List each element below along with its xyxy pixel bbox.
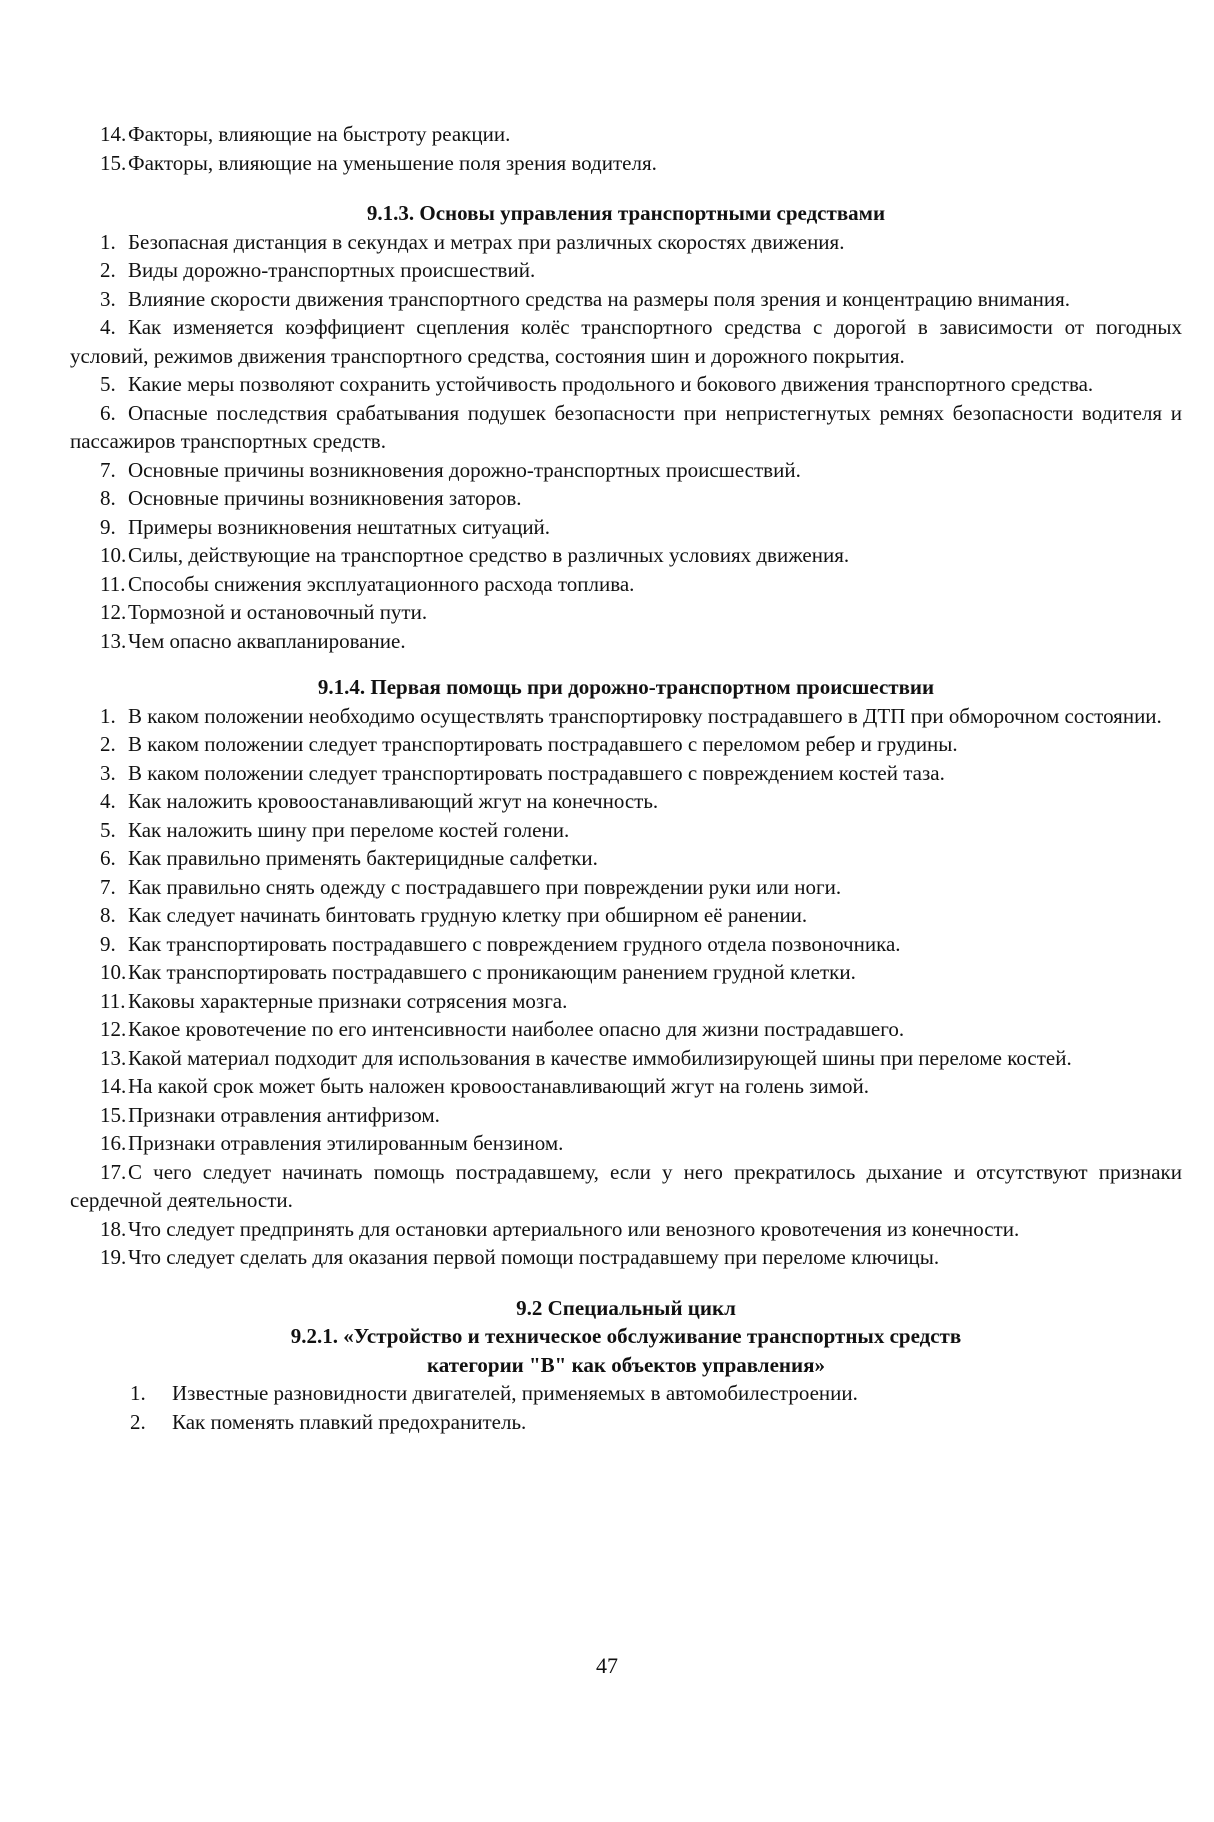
item-number: 10. <box>100 960 127 984</box>
list-item <box>70 285 1182 314</box>
list-item <box>70 816 1182 845</box>
list-item <box>70 256 1182 285</box>
item-number: 13. <box>100 1045 127 1070</box>
item-text: Как изменяется коэффициент сцепления колёс транспортного средства с дорогой в зависимости от погодных условий, режимов движения транспортного средства, состояния шин и дорожного покрытия. <box>70 315 1182 368</box>
item-number: 5. <box>100 372 116 396</box>
section-921-list <box>70 1379 1182 1436</box>
list-item <box>70 930 1182 959</box>
section-914-list <box>70 702 1182 1272</box>
list-item <box>70 598 1182 627</box>
list-item <box>70 958 1182 987</box>
item-number: 13. <box>100 628 127 653</box>
item-number: 7. <box>100 457 116 482</box>
list-item <box>70 484 1182 513</box>
item-number: 4. <box>100 789 116 813</box>
item-text: Безопасная дистанция в секундах и метрах при различных скоростях движения. <box>128 229 845 254</box>
item-text: В каком положении следует транспортировать пострадавшего с переломом ребер и грудины. <box>128 732 958 756</box>
list-item <box>70 901 1182 930</box>
item-number: 16. <box>100 1131 127 1155</box>
list-item <box>70 228 1182 257</box>
item-number: 1. <box>100 703 116 728</box>
list-item <box>70 1243 1182 1272</box>
list-item <box>70 1379 1182 1408</box>
item-text: Как правильно применять бактерицидные салфетки. <box>128 846 598 870</box>
list-item <box>70 456 1182 485</box>
list-item <box>70 987 1182 1016</box>
list-item <box>70 1044 1182 1073</box>
list-item <box>70 313 1182 370</box>
section-subheading-921-line2: категории "В" как объектов управления» <box>427 1352 825 1377</box>
item-text: Каковы характерные признаки сотрясения мозга. <box>128 988 568 1013</box>
section-913-list <box>70 228 1182 656</box>
item-number: 15. <box>100 150 127 175</box>
list-item <box>70 370 1182 399</box>
list-item <box>70 844 1182 873</box>
item-number: 2. <box>100 258 116 282</box>
item-text: Влияние скорости движения транспортного средства на размеры поля зрения и концентрацию внимания. <box>128 286 1070 311</box>
page-content <box>70 120 1182 1436</box>
list-item <box>70 1015 1182 1044</box>
item-number: 1. <box>100 229 116 254</box>
list-item <box>70 627 1182 656</box>
item-number: 12. <box>100 600 127 624</box>
item-text: Факторы, влияющие на уменьшение поля зрения водителя. <box>128 150 657 175</box>
list-item <box>70 730 1182 759</box>
item-text: Как транспортировать пострадавшего с повреждением грудного отдела позвоночника. <box>128 931 901 956</box>
item-text: Способы снижения эксплуатационного расхода топлива. <box>128 571 635 596</box>
item-text: В каком положении необходимо осуществлять транспортировку пострадавшего в ДТП при обморочном состоянии. <box>128 703 1162 728</box>
page-number: 47 <box>596 1653 618 1678</box>
list-item <box>70 787 1182 816</box>
item-text: В каком положении следует транспортировать пострадавшего с повреждением костей таза. <box>128 760 945 785</box>
item-number: 4. <box>100 315 116 339</box>
item-number: 2. <box>100 732 116 756</box>
item-number: 12. <box>100 1017 127 1041</box>
item-text: Факторы, влияющие на быстроту реакции. <box>128 122 511 146</box>
item-number: 14. <box>100 1074 127 1098</box>
item-number: 11. <box>100 988 126 1013</box>
item-text: Тормозной и остановочный пути. <box>128 600 428 624</box>
top-list <box>70 120 1182 177</box>
item-number: 6. <box>100 846 116 870</box>
item-number: 9. <box>100 514 116 539</box>
item-text: Основные причины возникновения заторов. <box>128 486 522 510</box>
item-text: Признаки отравления антифризом. <box>128 1102 440 1127</box>
item-text: На какой срок может быть наложен кровоостанавливающий жгут на голень зимой. <box>128 1074 870 1098</box>
item-text: Что следует предпринять для остановки артериального или венозного кровотечения из конечности. <box>128 1216 1020 1241</box>
list-item <box>70 873 1182 902</box>
list-item <box>70 541 1182 570</box>
item-text: Основные причины возникновения дорожно-транспортных происшествий. <box>128 457 801 482</box>
item-text: Силы, действующие на транспортное средство в различных условиях движения. <box>128 543 850 567</box>
list-item <box>70 1408 1182 1437</box>
item-text: Известные разновидности двигателей, применяемых в автомобилестроении. <box>172 1381 858 1405</box>
item-text: Как наложить кровоостанавливающий жгут на конечность. <box>128 789 659 813</box>
list-item <box>70 1101 1182 1130</box>
item-number: 3. <box>100 760 116 785</box>
item-text: С чего следует начинать помощь пострадавшему, если у него прекратилось дыхание и отсутствуют признаки сердечной деятельности. <box>70 1159 1182 1212</box>
item-number: 17. <box>100 1159 127 1184</box>
list-item <box>70 399 1182 456</box>
list-item <box>70 1215 1182 1244</box>
item-number: 6. <box>100 400 116 425</box>
list-item <box>70 1129 1182 1158</box>
item-text: Опасные последствия срабатывания подушек безопасности при непристегнутых ремнях безопасности водителя и пассажиров транспортных средств. <box>70 400 1182 453</box>
item-number: 3. <box>100 286 116 311</box>
list-item <box>70 120 1182 149</box>
item-text: Примеры возникновения нештатных ситуаций. <box>128 514 551 539</box>
item-text: Виды дорожно-транспортных происшествий. <box>128 258 536 282</box>
item-number: 2. <box>130 1409 146 1434</box>
item-text: Как наложить шину при переломе костей голени. <box>128 817 570 842</box>
item-text: Что следует сделать для оказания первой помощи пострадавшему при переломе ключицы. <box>128 1245 940 1269</box>
item-number: 15. <box>100 1102 127 1127</box>
item-number: 10. <box>100 543 127 567</box>
item-number: 18. <box>100 1216 127 1241</box>
item-text: Какие меры позволяют сохранить устойчивость продольного и бокового движения транспортного средства. <box>128 372 1094 396</box>
section-heading-92: 9.2 Специальный цикл <box>516 1295 736 1320</box>
list-item <box>70 149 1182 178</box>
list-item <box>70 759 1182 788</box>
list-item <box>70 702 1182 731</box>
item-number: 8. <box>100 903 116 927</box>
item-text: Как поменять плавкий предохранитель. <box>172 1409 527 1434</box>
item-number: 19. <box>100 1245 127 1269</box>
item-text: Какой материал подходит для использования в качестве иммобилизирующей шины при переломе костей. <box>128 1045 1072 1070</box>
list-item <box>70 513 1182 542</box>
item-number: 9. <box>100 931 116 956</box>
item-text: Признаки отравления этилированным бензином. <box>128 1131 564 1155</box>
item-text: Как следует начинать бинтовать грудную клетку при обширном её ранении. <box>128 903 808 927</box>
item-text: Чем опасно аквапланирование. <box>128 628 406 653</box>
item-text: Какое кровотечение по его интенсивности наиболее опасно для жизни пострадавшего. <box>128 1017 905 1041</box>
item-number: 8. <box>100 486 116 510</box>
item-text: Как транспортировать пострадавшего с проникающим ранением грудной клетки. <box>128 960 856 984</box>
item-number: 14. <box>100 122 127 146</box>
list-item <box>70 1072 1182 1101</box>
item-number: 5. <box>100 817 116 842</box>
section-heading-913: 9.1.3. Основы управления транспортными средствами <box>366 201 886 225</box>
list-item <box>70 1158 1182 1215</box>
section-subheading-921-line1: 9.2.1. «Устройство и техническое обслуживание транспортных средств <box>290 1324 962 1348</box>
item-text: Как правильно снять одежду с пострадавшего при повреждении руки или ноги. <box>128 874 842 899</box>
item-number: 11. <box>100 571 126 596</box>
item-number: 7. <box>100 874 116 899</box>
list-item <box>70 570 1182 599</box>
section-heading-914: 9.1.4. Первая помощь при дорожно-транспортном происшествии <box>317 675 935 699</box>
item-number: 1. <box>130 1381 146 1405</box>
